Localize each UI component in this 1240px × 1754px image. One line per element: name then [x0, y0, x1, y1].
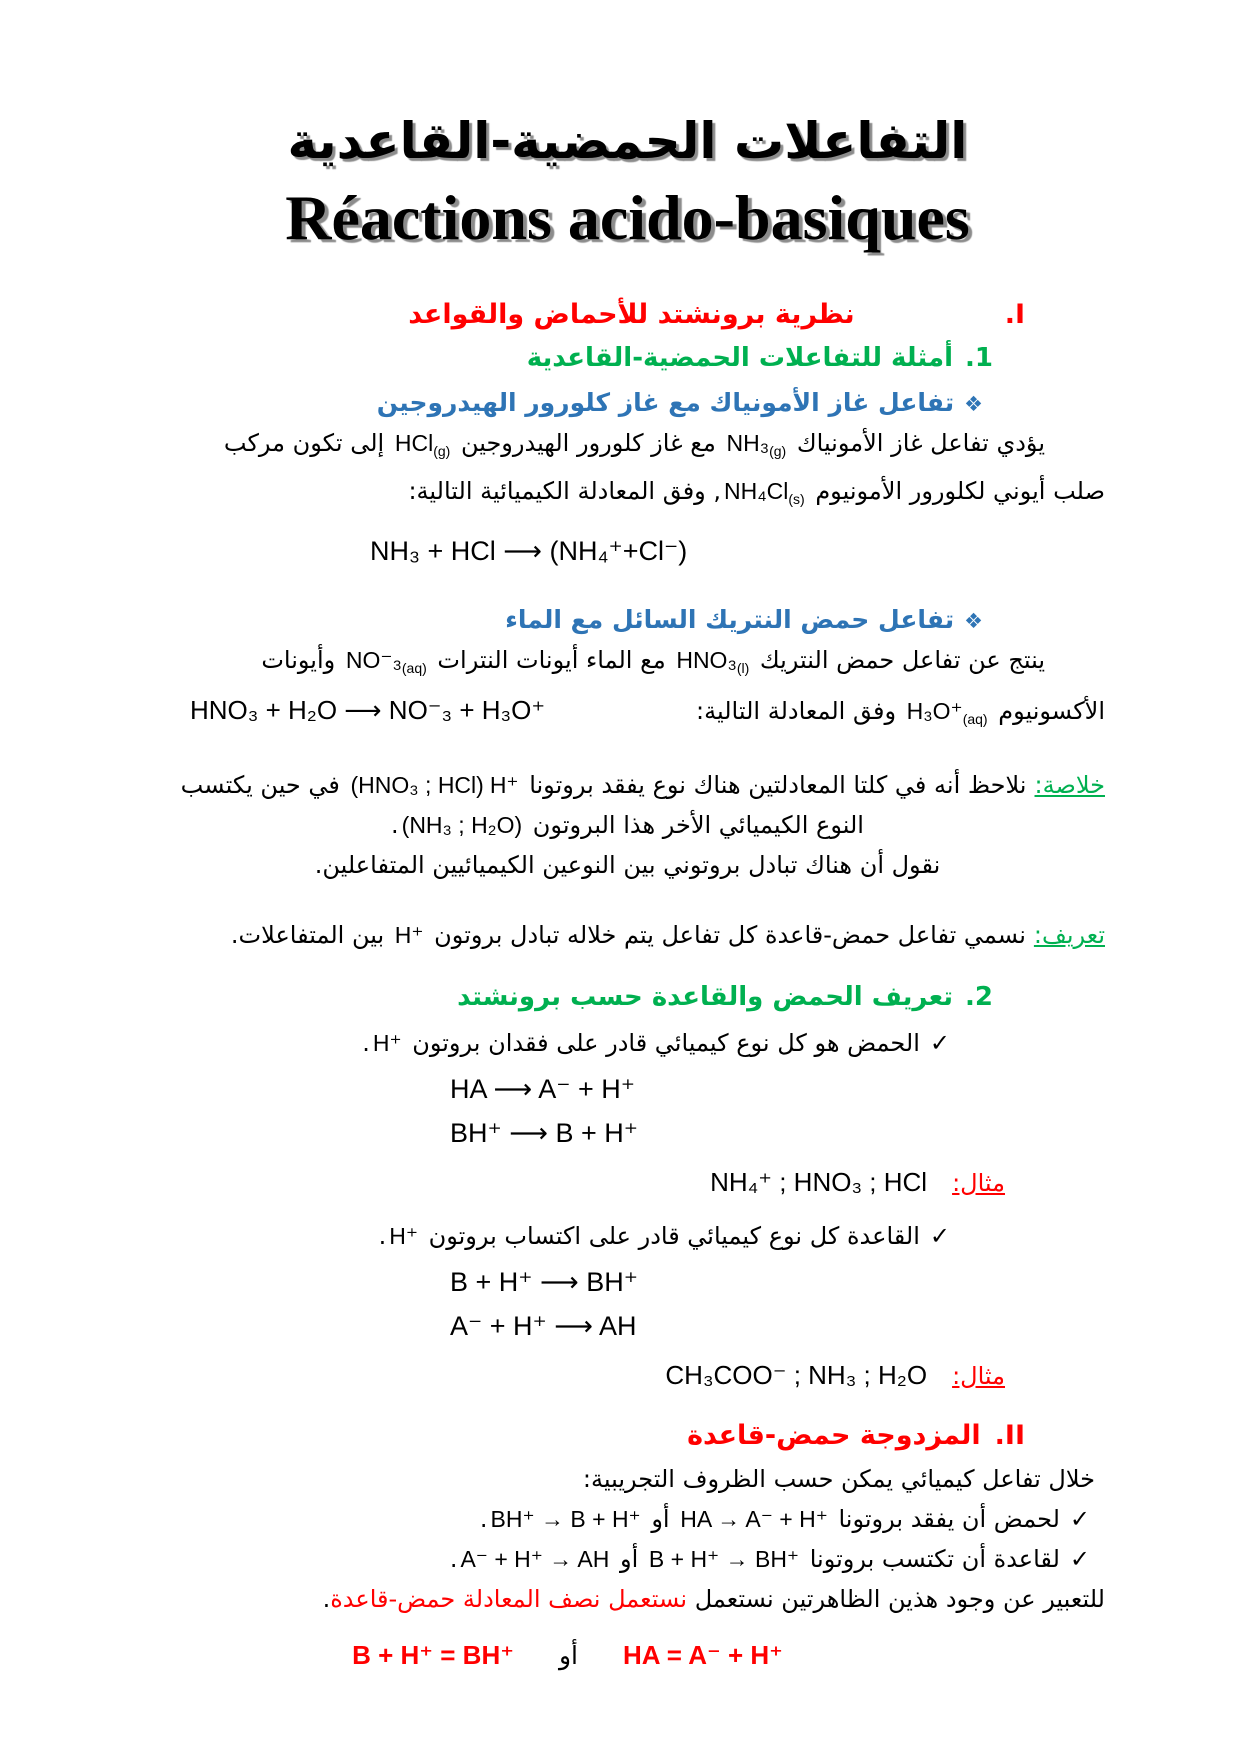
arabic-text-run: وأيونات	[261, 645, 343, 674]
half-equation-base: B + H⁺ = BH⁺	[352, 1639, 514, 1670]
arabic-text-run: لقاعدة أن تكتسب بروتونا	[802, 1544, 1060, 1573]
checkmark-icon: ✓	[929, 1028, 950, 1057]
chem-main: HNO₃	[676, 646, 737, 673]
example-bases-row	[150, 1360, 1105, 1391]
note-red-text: نستعمل نصف المعادلة حمض-قاعدة	[330, 1584, 688, 1613]
chem-formula: H⁺	[489, 771, 519, 798]
half-equation-note	[150, 1579, 1105, 1619]
arabic-text-run: ينتج عن تفاعل حمض النتريك	[752, 645, 1045, 674]
subsection-1-heading	[150, 340, 1105, 376]
conclusion-label: خلاصة:	[1034, 770, 1105, 799]
conclusion-line3: نقول أن هناك تبادل بروتوني بين النوعين الكيميائيين المتفاعلين.	[314, 850, 941, 879]
base-proton-gain-item	[150, 1539, 1105, 1579]
example-values: CH₃COO⁻ ; NH₃ ; H₂O	[665, 1359, 928, 1390]
acid-proton-loss-item	[150, 1499, 1105, 1539]
arabic-text-run: .	[378, 1221, 387, 1250]
chem-main: H₃O⁺	[906, 697, 963, 724]
chem-state-subscript: (g)	[769, 442, 787, 459]
chem-formula	[724, 477, 805, 507]
subsection-1-marker: .1	[965, 342, 993, 373]
couple-intro: خلال تفاعل كيميائي يمكن حسب الظروف التجريبية:	[582, 1464, 1095, 1493]
definition-line	[150, 915, 1105, 955]
chem-equation-inline: A⁻ + H⁺ → AH	[460, 1545, 610, 1572]
arabic-text-run: للتعبير عن وجود هذين الظاهرتين نستعمل	[687, 1584, 1105, 1613]
example-label: مثال:	[952, 1361, 1005, 1390]
chem-state-subscript: (aq)	[401, 659, 427, 676]
equation-ammonia: NH₃ + HCl ⟶ (NH₄⁺+Cl⁻)	[370, 535, 688, 566]
chem-main: HCl	[394, 429, 434, 456]
nitric-paragraph-line1	[150, 640, 1105, 688]
equation-acid-2: BH⁺ ⟶ B + H⁺	[450, 1117, 638, 1148]
diamond-bullet-icon: ❖	[964, 608, 983, 633]
arabic-text-run: القاعدة كل نوع كيميائي قادر على اكتساب بروتون	[420, 1221, 920, 1250]
chem-formula	[676, 646, 750, 676]
arabic-text-run: نسمي تفاعل حمض-قاعدة كل تفاعل يتم خلاله تبادل بروتون	[426, 920, 1026, 949]
subsection-2-heading	[150, 979, 1105, 1015]
conclusion-line1	[150, 765, 1105, 805]
base-definition-item	[150, 1216, 1105, 1256]
subsection-2-marker: .2	[965, 981, 993, 1012]
chem-main: NH₃	[726, 429, 770, 456]
arabic-text-run: في حين يكتسب	[180, 770, 348, 799]
ammonia-paragraph-line1	[150, 423, 1105, 471]
arabic-text-run: .	[362, 1028, 370, 1057]
chem-formula: H⁺	[389, 1222, 418, 1249]
arabic-text-run: وفق المعادلة التالية:	[696, 696, 904, 725]
checkmark-icon: ✓	[1069, 1504, 1090, 1533]
arabic-text-run: نلاحظ أنه في كلتا المعادلتين هناك نوع يفقد بروتونا	[521, 770, 1027, 799]
acid-definition-item	[150, 1023, 1105, 1063]
diamond-bullet-icon: ❖	[964, 391, 983, 416]
nitric-paragraph-line2	[150, 688, 1105, 739]
arabic-text-run: مع الماء أيونات النترات	[429, 645, 674, 674]
arabic-text-run: .	[322, 1584, 331, 1613]
ammonia-paragraph-line2	[150, 471, 1105, 519]
chem-formula: H⁺	[394, 921, 424, 948]
example-acids-row	[150, 1167, 1105, 1198]
chem-equation-inline: HA → A⁻ + H⁺	[680, 1505, 828, 1532]
arabic-text-run: .	[449, 1544, 458, 1573]
chem-state-subscript: (g)	[433, 442, 451, 459]
section-1-heading	[150, 296, 1105, 334]
arabic-text-run: النوع الكيميائي الأخر هذا البروتون	[525, 810, 864, 839]
arabic-text-run: , وفق المعادلة الكيميائية التالية:	[408, 476, 722, 505]
arabic-text-run: الأكسونيوم	[990, 696, 1105, 725]
equation-base-1: B + H⁺ ⟶ BH⁺	[450, 1266, 638, 1297]
checkmark-icon: ✓	[929, 1221, 950, 1250]
chem-state-subscript: (s)	[788, 490, 805, 507]
chem-formula	[345, 646, 427, 676]
half-equations-row	[90, 1633, 1045, 1678]
section-2-heading	[150, 1417, 1105, 1455]
equation-acid-1: HA ⟶ A⁻ + H⁺	[450, 1073, 636, 1104]
chem-state-subscript: (l)	[736, 659, 750, 676]
section-1-marker: .I	[1004, 298, 1025, 330]
arabic-text-run: بين المتفاعلات.	[230, 920, 392, 949]
chem-main: NO⁻₃	[345, 646, 402, 673]
chem-state-subscript: (aq)	[962, 710, 988, 727]
example-label: مثال:	[952, 1168, 1005, 1197]
arabic-text-run: مع غاز كلورور الهيدروجين	[453, 428, 724, 457]
half-equation-acid: HA = A⁻ + H⁺	[622, 1639, 783, 1670]
section-1-title: نظرية برونشتد للأحماض والقواعد	[408, 298, 855, 330]
definition-label: تعريف:	[1033, 920, 1105, 949]
chem-formula: (NH₃ ; H₂O)	[401, 811, 523, 838]
section-2-title: المزدوجة حمض-قاعدة	[687, 1419, 981, 1451]
title-arabic: التفاعلات الحمضية-القاعدية	[287, 112, 968, 170]
section-2-marker: .II	[994, 1419, 1025, 1451]
arabic-text-run: يؤدي تفاعل غاز الأمونياك	[789, 428, 1045, 457]
chem-formula: H⁺	[372, 1029, 402, 1056]
chem-formula: (HNO₃ ; HCl)	[350, 771, 484, 798]
chem-formula	[726, 429, 787, 459]
chem-formula	[394, 429, 451, 459]
arabic-text-run-group	[696, 691, 1105, 739]
arabic-text-run: الحمض هو كل نوع كيميائي قادر على فقدان بروتون	[404, 1028, 920, 1057]
bullet-nitric-heading	[150, 601, 1105, 640]
chem-main: NH₄Cl	[724, 477, 789, 504]
equation-base-2: A⁻ + H⁺ ⟶ AH	[450, 1310, 637, 1341]
arabic-text-run: .	[479, 1504, 488, 1533]
conclusion-line2	[150, 805, 1105, 845]
bullet-nitric-title: تفاعل حمض النتريك السائل مع الماء	[505, 604, 955, 634]
arabic-text-run: لحمض أن يفقد بروتونا	[830, 1504, 1060, 1533]
arabic-text-run: .	[391, 810, 399, 839]
equation-nitric: HNO₃ + H₂O ⟶ NO⁻₃ + H₃O⁺	[190, 694, 546, 725]
bullet-ammonia-heading	[150, 384, 1105, 423]
chem-equation-inline: BH⁺ → B + H⁺	[490, 1505, 641, 1532]
arabic-text-run: صلب أيوني لكلورور الأمونيوم	[807, 476, 1105, 505]
checkmark-icon: ✓	[1069, 1544, 1090, 1573]
subsection-1-title: أمثلة للتفاعلات الحمضية-القاعدية	[526, 342, 954, 373]
or-connector: أو	[612, 1544, 646, 1573]
chem-equation-inline: B + H⁺ → BH⁺	[648, 1545, 800, 1572]
or-connector: أو	[558, 1640, 578, 1670]
or-connector: أو	[643, 1504, 678, 1533]
arabic-text-run: إلى تكون مركب	[223, 428, 392, 457]
bullet-ammonia-title: تفاعل غاز الأمونياك مع غاز كلورور الهيدروجين	[376, 387, 955, 417]
example-values: NH₄⁺ ; HNO₃ ; HCl	[710, 1166, 928, 1197]
title-french: Réactions acido-basiques	[285, 181, 970, 253]
chem-formula	[906, 697, 988, 727]
subsection-2-title: تعريف الحمض والقاعدة حسب برونشتد	[457, 981, 954, 1012]
